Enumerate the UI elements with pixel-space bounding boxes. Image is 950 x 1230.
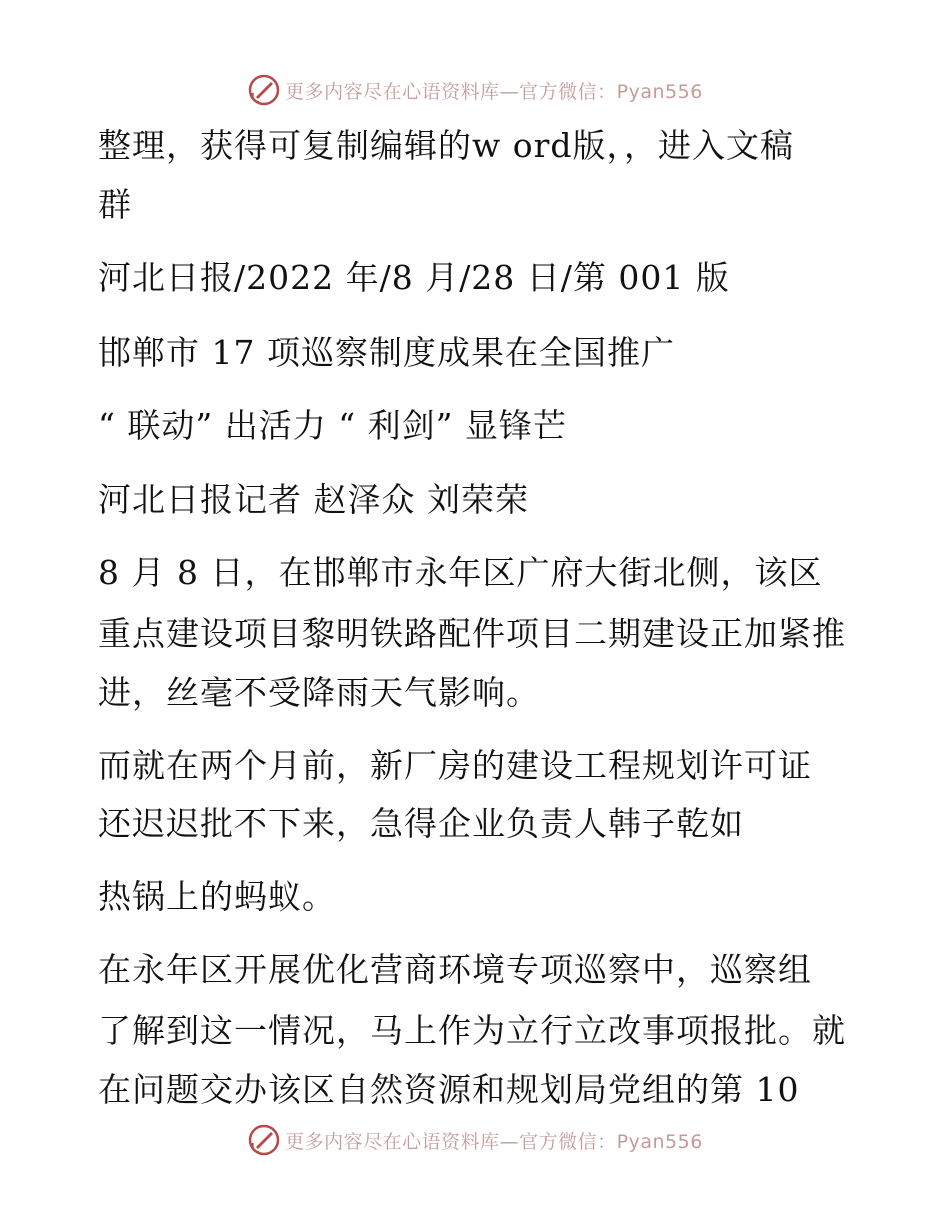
text-line: “ 联动” 出活力 “ 利剑” 显锋芒: [98, 406, 567, 445]
quill-pen-logo-icon: [247, 1123, 281, 1157]
text-line: 整理，获得可复制编辑的w ord版，，进入文稿: [98, 126, 795, 165]
text-line: 群: [98, 185, 132, 224]
text-line: 8 月 8 日，在邯郸市永年区广府大街北侧，该区: [98, 553, 823, 592]
text-line: 还迟迟批不下来，急得企业负责人韩子乾如: [98, 804, 744, 843]
watermark-text: 更多内容尽在心语资料库—官方微信：Pyan556: [285, 80, 703, 103]
text-line: 在永年区开展优化营商环境专项巡察中，巡察组: [98, 950, 812, 989]
text-line: 邯郸市 17 项巡察制度成果在全国推广: [98, 333, 675, 372]
text-line: 热锅上的蚂蚁。: [98, 877, 336, 916]
quill-pen-logo-icon: [247, 73, 281, 107]
text-line: 在问题交办该区自然资源和规划局党组的第 10: [98, 1070, 800, 1109]
text-line: 了解到这一情况，马上作为立行立改事项报批。就: [98, 1011, 846, 1050]
text-line: 河北日报记者 赵泽众 刘荣荣: [98, 480, 529, 519]
watermark-banner-bottom: [0, 1120, 950, 1160]
watermark-banner-top: [0, 70, 950, 110]
text-line: 进，丝毫不受降雨天气影响。: [98, 673, 540, 712]
text-line: 重点建设项目黎明铁路配件项目二期建设正加紧推: [98, 614, 846, 653]
text-line: 而就在两个月前，新厂房的建设工程规划许可证: [98, 746, 812, 785]
watermark-text: 更多内容尽在心语资料库—官方微信：Pyan556: [285, 1130, 703, 1153]
text-line: 河北日报/2022 年/8 月/28 日/第 001 版: [98, 258, 730, 297]
